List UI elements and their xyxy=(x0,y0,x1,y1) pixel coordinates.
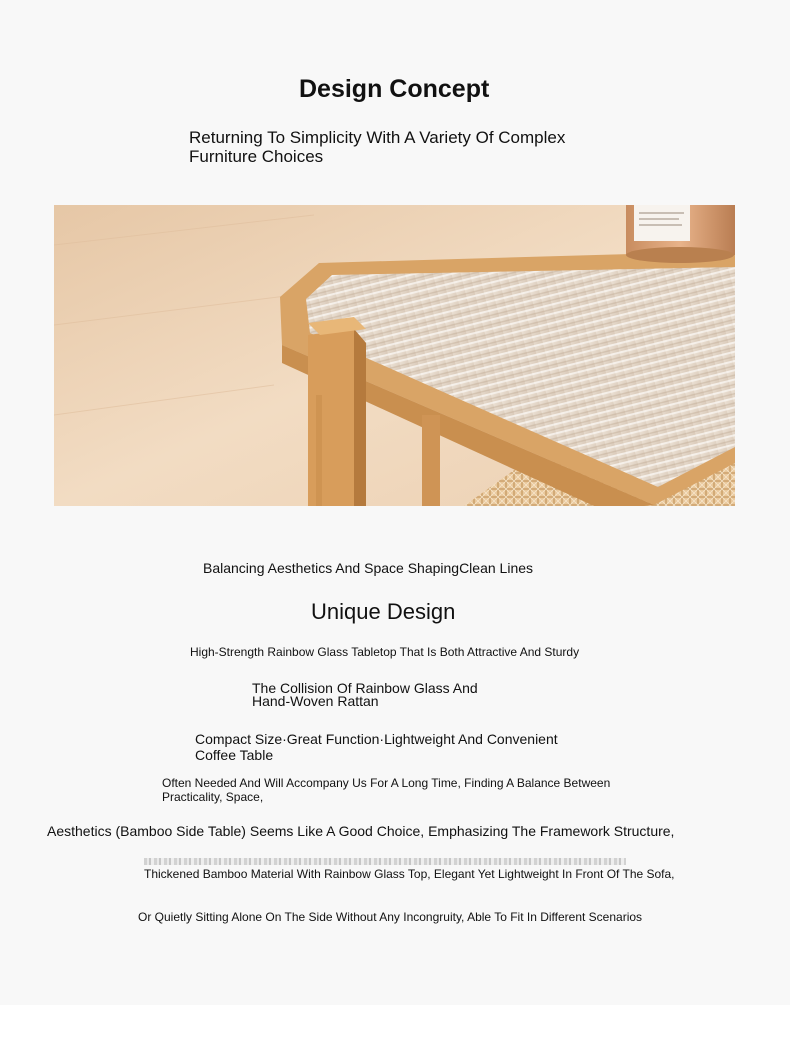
text-smudge-decoration xyxy=(144,858,626,865)
feature-line-glass-rattan: The Collision Of Rainbow Glass And Hand-Woven Rattan xyxy=(252,680,478,709)
feature-line-glass-tabletop: High-Strength Rainbow Glass Tabletop That Is Both Attractive And Sturdy xyxy=(190,645,580,659)
feature-line-aesthetics: Aesthetics (Bamboo Side Table) Seems Like A Good Choice, Emphasizing The Framework Structure, xyxy=(47,823,675,839)
feature-line-compact-size: Compact Size·Great Function·Lightweight And Convenient Coffee Table xyxy=(195,731,558,763)
feature-line-scenarios: Or Quietly Sitting Alone On The Side Without Any Incongruity, Able To Fit In Different Scenarios xyxy=(138,910,643,924)
design-concept-heading: Design Concept xyxy=(299,75,490,103)
design-concept-subtitle: Returning To Simplicity With A Variety Of Complex Furniture Choices xyxy=(189,128,566,166)
balance-line: Balancing Aesthetics And Space ShapingClean Lines xyxy=(203,560,534,576)
unique-design-heading: Unique Design xyxy=(311,599,456,624)
feature-line-thickened-bamboo: Thickened Bamboo Material With Rainbow Glass Top, Elegant Yet Lightweight In Front Of The Sofa, xyxy=(144,867,675,881)
feature-line-balance: Often Needed And Will Accompany Us For A Long Time, Finding A Balance Between Practicality, Space, xyxy=(162,776,611,804)
bamboo-table-photo xyxy=(54,205,735,506)
